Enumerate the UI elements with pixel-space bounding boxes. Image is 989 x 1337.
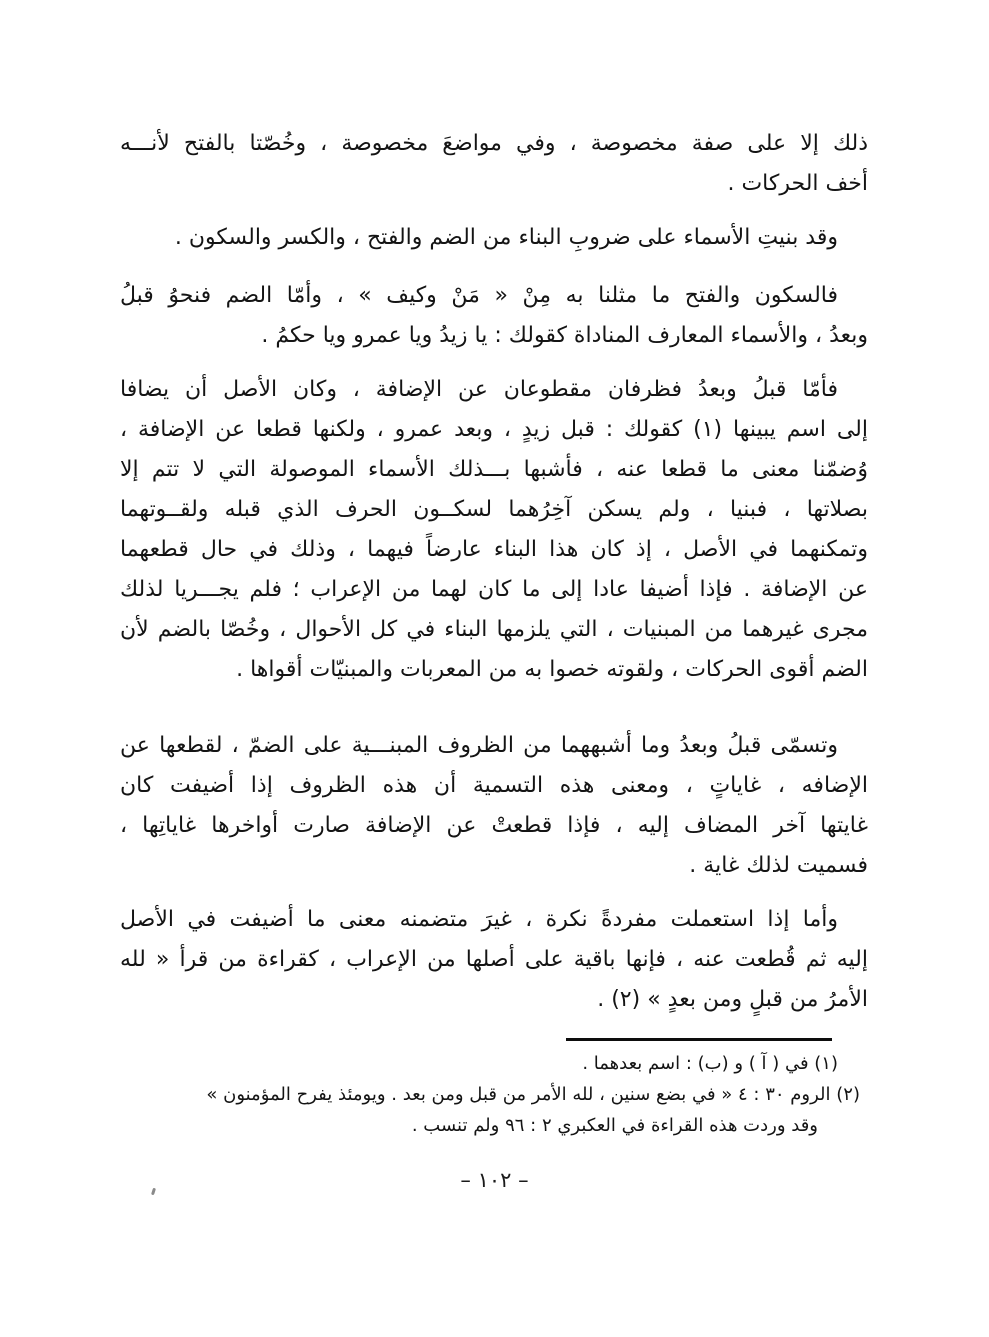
text-line: فأمّا قبلُ وبعدُ فظرفان مقطوعان عن الإضافة ، وكان الأصل أن يضافا [120, 377, 838, 402]
footnote-line: وقد وردت هذه القراءة في العكبري ٢ : ٩٦ ولم تنسب . [411, 1115, 818, 1136]
text-line: فالسكون والفتح ما مثلنا به مِنْ « مَنْ وكيف » ، وأمّا الضم فنحوُ قبلُ [120, 283, 838, 308]
text-line: وقد بنيتِ الأسماء على ضروبِ البناء من الضم والفتح ، والكسر والسكون . [174, 225, 838, 250]
text-line: إليه ثم قُطعت عنه ، فإنها باقية على أصلها من الإعراب ، كقراءة من قرأ « لله [120, 947, 868, 972]
text-line: غايتها آخر المضاف إليه ، فإذا قطعتْ عن الإضافة صارت أواخرها غاياتِها ، [120, 813, 868, 838]
paragraph [120, 900, 868, 1020]
text-line: الضم أقوى الحركات ، ولقوته خصوا به من المعربات والمبنيّات أقواها . [236, 657, 868, 682]
text-line: عن الإضافة . فإذا أضيفا عادا إلى ما كان لهما من الإعراب ؛ فلم يجـــريا لذلك [120, 577, 868, 602]
text-line: بصلاتها ، فبنيا ، ولم يسكن آخِرُهما لسكــون الحرف الذي قبله ولقــوتهما [120, 497, 868, 522]
footnotes [120, 1048, 868, 1141]
text-line: وتمكنهما في الأصل ، إذ كان هذا البناء عارضاً فيهما ، وذلك في حال قطعهما [120, 537, 868, 562]
body-text [120, 124, 868, 1141]
page-number: – ١٠٢ – [460, 1168, 529, 1192]
paragraph [120, 124, 868, 204]
footnote-separator [566, 1038, 832, 1041]
paragraph [120, 726, 868, 886]
text-line: فسميت لذلك غاية . [689, 853, 868, 878]
text-line: وبعدُ ، والأسماء المعارف المناداة كقولك : يا زيدُ ويا عمرو ويا حكمُ . [261, 323, 868, 348]
text-line: الأمرُ من قبلٍ ومن بعدٍ » (٢) . [597, 987, 868, 1012]
paragraph [120, 218, 868, 258]
text-line: ذلك إلا على صفة مخصوصة ، وفي مواضعَ مخصوصة ، وخُصّتا بالفتح لأنـــه [120, 131, 868, 156]
footnote-line: (١) في ( آ ) و (ب) : اسم بعدهما . [582, 1053, 838, 1074]
text-line: إلى اسم يبينها (١) كقولك : قبل زيدٍ ، وبعد عمرو ، ولكنها قطعا عن الإضافة ، [120, 417, 868, 442]
text-line: وُضمّنا معنى ما قطعا عنه ، فأشبها بـــذلك الأسماء الموصولة التي لا تتم إلا [120, 457, 868, 482]
paragraph [120, 370, 868, 690]
paragraph [120, 276, 868, 356]
text-line: وتسمّى قبلُ وبعدُ وما أشبههما من الظروف المبنـــية على الضمّ ، لقطعها عن [120, 733, 838, 758]
text-line: الإضافه ، غاياتٍ ، ومعنى هذه التسمية أن هذه الظروف إذا أضيفت كان [120, 773, 868, 798]
footnote-line: (٢) الروم ٣٠ : ٤ « في بضع سنين ، لله الأمر من قبل ومن بعد . ويومئذ يفرح المؤمنون » [206, 1084, 860, 1105]
text-line: أخف الحركات . [727, 171, 868, 196]
text-line: مجرى غيرهما من المبنيات ، التي يلزمها البناء في كل الأحوال ، وخُصّا بالضم لأن [120, 617, 868, 642]
text-line: وأما إذا استعملت مفردةً نكرة ، غيرَ متضمنه معنى ما أضيفت في الأصل [120, 907, 838, 932]
